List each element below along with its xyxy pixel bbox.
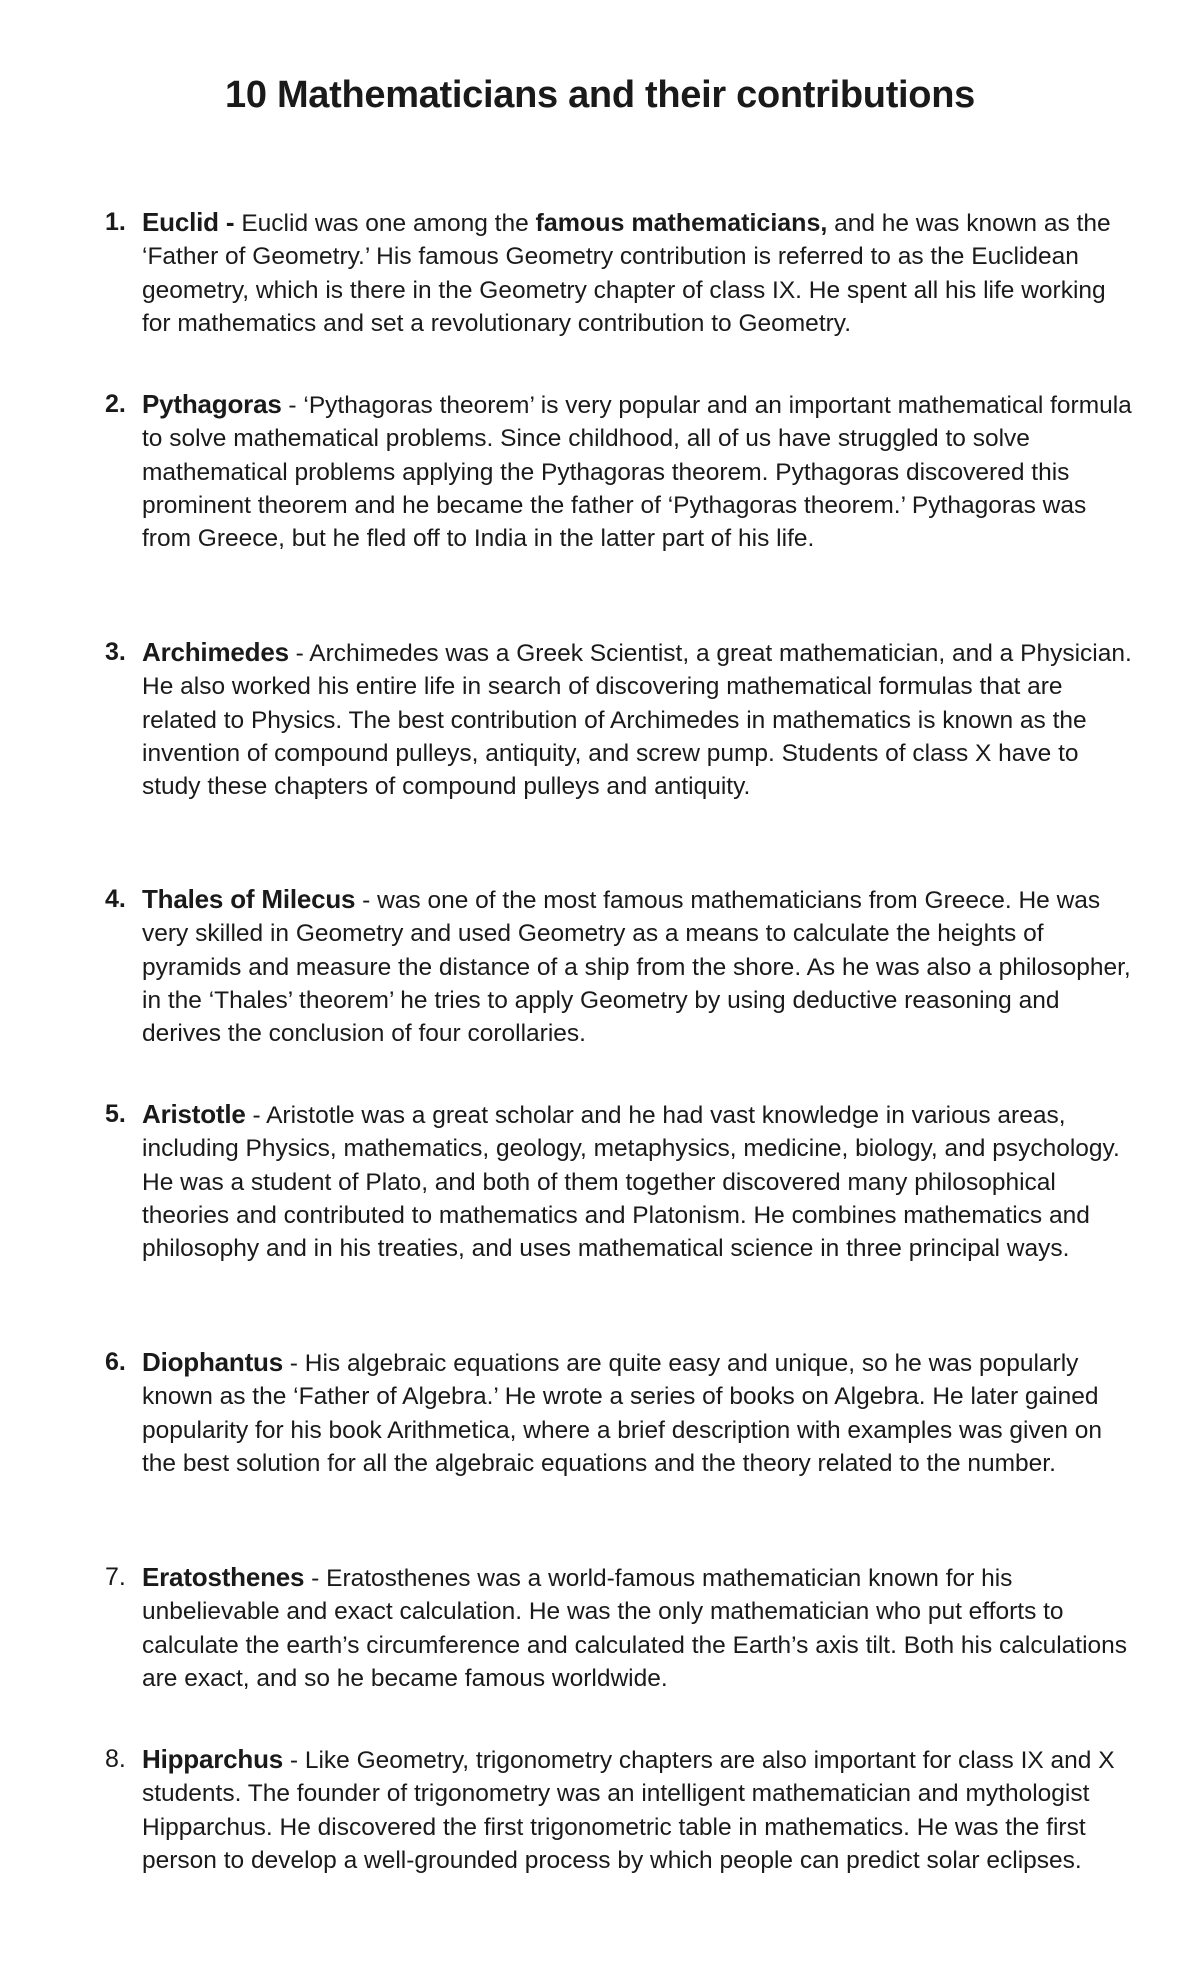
- list-item-aristotle: [105, 1098, 1138, 1265]
- mathematician-name: Eratosthenes: [142, 1562, 305, 1592]
- item-number: 3.: [105, 638, 126, 666]
- item-text-emphasis: famous mathematicians,: [535, 209, 828, 237]
- item-number: 6.: [105, 1348, 126, 1376]
- item-number: 2.: [105, 390, 126, 418]
- list-item-euclid: [105, 206, 1138, 340]
- item-number: 4.: [105, 885, 126, 913]
- item-text: and he was known as the ‘Father of Geometry.’ His famous Geometry contribution is referred to as the Euclidean geometry, which is there in the Geometry chapter of class IX. He spent all his life working for mathematics and set a revolutionary contribution to Geometry.: [142, 210, 1111, 337]
- item-number: 7.: [105, 1563, 126, 1591]
- item-number: 1.: [105, 208, 126, 236]
- name-separator: -: [288, 640, 310, 667]
- name-separator: -: [283, 1350, 305, 1377]
- name-separator: -: [245, 1102, 267, 1129]
- item-text: ‘Pythagoras theorem’ is very popular and an important mathematical formula to solve mathematical problems. Since childhood, all of us have struggled to solve mathematical problems applying the Pythagoras theorem. Pythagoras discovered this prominent theorem and he became the father of ‘Pythagoras theorem.’ Pythagoras was from Greece, but he fled off to India in the latter part of his life.: [142, 392, 1132, 553]
- mathematician-name: Hipparchus: [142, 1744, 284, 1774]
- name-separator: -: [283, 1747, 305, 1774]
- mathematician-name: Archimedes: [142, 637, 289, 667]
- item-text: Aristotle was a great scholar and he had vast knowledge in various areas, including Physics, mathematics, geology, metaphysics, medicine, biology, and psychology. He was a student of Plato, and both of them together discovered many philosophical theories and contributed to mathematics and Platonism. He combines mathematics and philosophy and in his treaties, and uses mathematical science in three principal ways.: [142, 1102, 1120, 1263]
- mathematician-name: Euclid: [142, 207, 219, 237]
- list-item-hipparchus: [105, 1743, 1138, 1877]
- list-item-thales: [105, 883, 1138, 1050]
- item-number: 5.: [105, 1100, 126, 1128]
- mathematician-name: Diophantus: [142, 1347, 283, 1377]
- name-separator: -: [218, 207, 242, 237]
- item-text: Like Geometry, trigonometry chapters are also important for class IX and X students. The founder of trigonometry was an intelligent mathematician and mythologist Hipparchus. He discovered the first trigonometric table in mathematics. He was the first person to develop a well-grounded process by which people can predict solar eclipses.: [142, 1747, 1115, 1874]
- list-item-archimedes: [105, 636, 1138, 803]
- item-text: Eratosthenes was a world-famous mathematician known for his unbelievable and exact calculation. He was the only mathematician who put efforts to calculate the earth’s circumference and calculated the Earth’s axis tilt. Both his calculations are exact, and so he became famous worldwide.: [142, 1565, 1128, 1692]
- item-number: 8.: [105, 1745, 126, 1773]
- mathematician-name: Thales of Milecus: [142, 884, 356, 914]
- list-item-eratosthenes: [105, 1561, 1138, 1695]
- mathematician-name: Aristotle: [142, 1099, 246, 1129]
- item-text: Euclid was one among the: [241, 210, 536, 237]
- item-text: His algebraic equations are quite easy and unique, so he was popularly known as the ‘Father of Algebra.’ He wrote a series of books on Algebra. He later gained popularity for his book Arithmetica, where a brief description with examples was given on the best solution for all the algebraic equations and the theory related to the number.: [142, 1350, 1103, 1477]
- list-item-diophantus: [105, 1346, 1138, 1480]
- mathematician-name: Pythagoras: [142, 389, 282, 419]
- page-title: 10 Mathematicians and their contributions: [225, 74, 975, 116]
- item-text: Archimedes was a Greek Scientist, a great mathematician, and a Physician. He also worked his entire life in search of discovering mathematical formulas that are related to Physics. The best contribution of Archimedes in mathematics is known as the invention of compound pulleys, antiquity, and screw pump. Students of class X have to study these chapters of compound pulleys and antiquity.: [142, 640, 1132, 801]
- name-separator: -: [281, 392, 304, 419]
- name-separator: -: [355, 887, 378, 914]
- item-text: was one of the most famous mathematicians from Greece. He was very skilled in Geometry and used Geometry as a means to calculate the heights of pyramids and measure the distance of a ship from the shore. As he was also a philosopher, in the ‘Thales’ theorem’ he tries to apply Geometry by using deductive reasoning and derives the conclusion of four corollaries.: [142, 887, 1131, 1048]
- name-separator: -: [304, 1565, 327, 1592]
- list-item-pythagoras: [105, 388, 1138, 555]
